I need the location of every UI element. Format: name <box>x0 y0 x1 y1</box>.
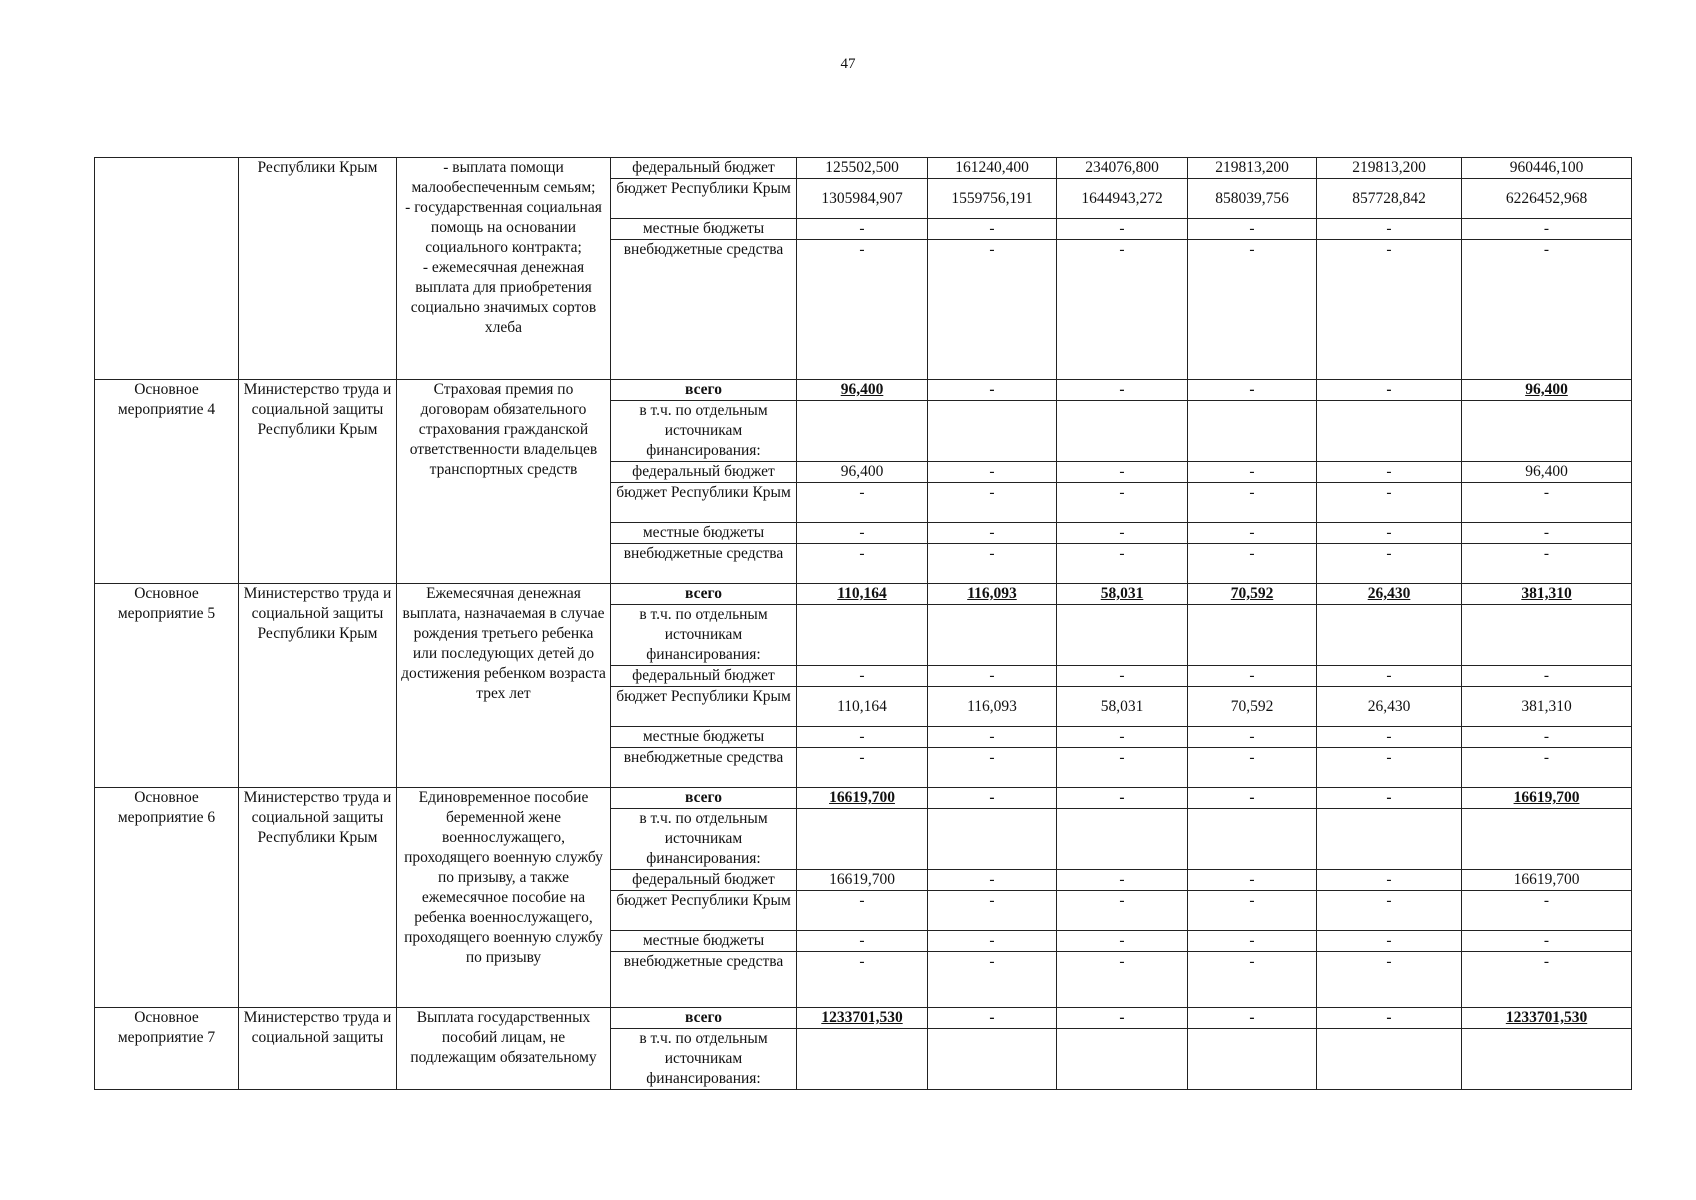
source-label: внебюджетные средства <box>611 240 797 380</box>
value-cell: - <box>797 523 928 544</box>
value-cell: 219813,200 <box>1317 158 1462 179</box>
value-cell: 125502,500 <box>797 158 928 179</box>
value-cell: - <box>797 952 928 1008</box>
value-cell <box>928 401 1057 462</box>
value-cell: - <box>1317 748 1462 788</box>
total-value-cell: 58,031 <box>1057 584 1188 605</box>
financing-table <box>94 157 1632 1090</box>
responsible-cell: Министерство труда и социальной защиты Республики Крым <box>239 380 397 584</box>
source-label: местные бюджеты <box>611 523 797 544</box>
value-cell: - <box>1462 891 1632 931</box>
source-label: внебюджетные средства <box>611 544 797 584</box>
responsible-cell: Министерство труда и социальной защиты <box>239 1008 397 1090</box>
value-cell: - <box>1188 523 1317 544</box>
value-cell: - <box>1188 952 1317 1008</box>
value-cell: - <box>797 240 928 380</box>
value-cell <box>1057 401 1188 462</box>
value-cell <box>1188 401 1317 462</box>
total-value-cell: 116,093 <box>928 584 1057 605</box>
value-cell: - <box>797 219 928 240</box>
value-cell: - <box>1317 931 1462 952</box>
value-cell: - <box>1057 523 1188 544</box>
source-incl-label: в т.ч. по отдельным источникам финансирования: <box>611 605 797 666</box>
total-value-cell: 110,164 <box>797 584 928 605</box>
value-cell: - <box>1462 931 1632 952</box>
source-label: бюджет Республики Крым <box>611 891 797 931</box>
value-cell: - <box>1057 891 1188 931</box>
source-label: местные бюджеты <box>611 727 797 748</box>
total-value-cell: 16619,700 <box>797 788 928 809</box>
value-cell: 16619,700 <box>797 870 928 891</box>
total-value-cell: - <box>1057 380 1188 401</box>
value-cell: - <box>1188 748 1317 788</box>
value-cell: 6226452,968 <box>1462 179 1632 219</box>
value-cell <box>928 1029 1057 1090</box>
value-cell: 70,592 <box>1188 687 1317 727</box>
total-value-cell: 26,430 <box>1317 584 1462 605</box>
value-cell: - <box>797 931 928 952</box>
total-value-cell: - <box>1057 788 1188 809</box>
value-cell: - <box>1057 462 1188 483</box>
value-cell: - <box>1057 240 1188 380</box>
value-cell: - <box>1057 727 1188 748</box>
value-cell <box>1462 1029 1632 1090</box>
responsible-cell: Министерство труда и социальной защиты Республики Крым <box>239 584 397 788</box>
value-cell: 381,310 <box>1462 687 1632 727</box>
value-cell: 219813,200 <box>1188 158 1317 179</box>
value-cell: - <box>797 891 928 931</box>
value-cell: - <box>1317 870 1462 891</box>
value-cell: 858039,756 <box>1188 179 1317 219</box>
value-cell: - <box>1317 219 1462 240</box>
value-cell <box>1317 401 1462 462</box>
total-value-cell: - <box>928 1008 1057 1029</box>
event-label-cell: Основное мероприятие 4 <box>95 380 239 584</box>
value-cell: - <box>797 666 928 687</box>
value-cell: - <box>797 727 928 748</box>
source-incl-label: в т.ч. по отдельным источникам финансирования: <box>611 809 797 870</box>
total-value-cell: - <box>928 380 1057 401</box>
source-label: местные бюджеты <box>611 931 797 952</box>
event-label-cell: Основное мероприятие 6 <box>95 788 239 1008</box>
value-cell <box>797 1029 928 1090</box>
value-cell: - <box>1317 952 1462 1008</box>
value-cell <box>1462 809 1632 870</box>
value-cell: - <box>1057 544 1188 584</box>
value-cell: - <box>1462 523 1632 544</box>
value-cell: - <box>928 523 1057 544</box>
value-cell: - <box>928 544 1057 584</box>
value-cell: - <box>1317 666 1462 687</box>
page-number: 47 <box>840 56 856 72</box>
source-label: бюджет Республики Крым <box>611 687 797 727</box>
value-cell: - <box>1057 870 1188 891</box>
value-cell <box>1317 605 1462 666</box>
value-cell: - <box>1317 544 1462 584</box>
value-cell: - <box>1317 462 1462 483</box>
value-cell <box>1317 809 1462 870</box>
value-cell: - <box>928 748 1057 788</box>
source-incl-label: в т.ч. по отдельным источникам финансирования: <box>611 1029 797 1090</box>
value-cell <box>1057 605 1188 666</box>
total-value-cell: - <box>1317 788 1462 809</box>
total-value-cell: 381,310 <box>1462 584 1632 605</box>
value-cell: - <box>1462 544 1632 584</box>
value-cell: 234076,800 <box>1057 158 1188 179</box>
value-cell: - <box>928 870 1057 891</box>
total-value-cell: - <box>1317 1008 1462 1029</box>
value-cell: - <box>1462 666 1632 687</box>
value-cell: - <box>1188 727 1317 748</box>
total-value-cell: - <box>1188 380 1317 401</box>
event-description: Выплата государственных пособий лицам, не подлежащим обязательному <box>397 1008 611 1090</box>
source-label: федеральный бюджет <box>611 870 797 891</box>
responsible-cell: Республики Крым <box>239 158 397 380</box>
value-cell: - <box>1188 931 1317 952</box>
source-total-label: всего <box>611 788 797 809</box>
value-cell: - <box>1057 483 1188 523</box>
value-cell <box>1188 1029 1317 1090</box>
value-cell: 58,031 <box>1057 687 1188 727</box>
value-cell <box>1462 401 1632 462</box>
value-cell <box>928 809 1057 870</box>
value-cell: - <box>928 666 1057 687</box>
value-cell: - <box>1188 544 1317 584</box>
value-cell <box>1462 605 1632 666</box>
total-value-cell: 1233701,530 <box>797 1008 928 1029</box>
total-value-cell: - <box>1188 1008 1317 1029</box>
value-cell <box>1188 605 1317 666</box>
responsible-cell: Министерство труда и социальной защиты Республики Крым <box>239 788 397 1008</box>
value-cell: 161240,400 <box>928 158 1057 179</box>
value-cell: - <box>797 483 928 523</box>
total-value-cell: 96,400 <box>797 380 928 401</box>
value-cell: 1644943,272 <box>1057 179 1188 219</box>
source-total-label: всего <box>611 1008 797 1029</box>
value-cell: 96,400 <box>1462 462 1632 483</box>
value-cell: - <box>1057 931 1188 952</box>
value-cell: - <box>1317 727 1462 748</box>
value-cell: - <box>1462 748 1632 788</box>
total-value-cell: 16619,700 <box>1462 788 1632 809</box>
source-label: федеральный бюджет <box>611 666 797 687</box>
source-incl-label: в т.ч. по отдельным источникам финансирования: <box>611 401 797 462</box>
total-value-cell: 96,400 <box>1462 380 1632 401</box>
total-value-cell: 70,592 <box>1188 584 1317 605</box>
value-cell: - <box>928 952 1057 1008</box>
value-cell: - <box>928 483 1057 523</box>
value-cell: - <box>1057 666 1188 687</box>
source-label: бюджет Республики Крым <box>611 483 797 523</box>
value-cell: - <box>1462 219 1632 240</box>
value-cell: - <box>1462 727 1632 748</box>
source-label: внебюджетные средства <box>611 952 797 1008</box>
value-cell: - <box>797 748 928 788</box>
value-cell: - <box>1462 952 1632 1008</box>
value-cell <box>797 605 928 666</box>
value-cell: - <box>1057 219 1188 240</box>
value-cell: 16619,700 <box>1462 870 1632 891</box>
value-cell: - <box>1188 462 1317 483</box>
event-description: Страховая премия по договорам обязательного страхования гражданской ответственности владельцев транспортных средств <box>397 380 611 584</box>
source-label: федеральный бюджет <box>611 462 797 483</box>
event-label-cell: Основное мероприятие 7 <box>95 1008 239 1090</box>
value-cell: - <box>1057 748 1188 788</box>
event-description: Ежемесячная денежная выплата, назначаемая в случае рождения третьего ребенка или последующих детей до достижения ребенком возраста трех лет <box>397 584 611 788</box>
event-description: Единовременное пособие беременной жене военнослужащего, проходящего военную службу по призыву, а также ежемесячное пособие на ребенка военнослужащего, проходящего военную службу по призыву <box>397 788 611 1008</box>
value-cell: - <box>1057 952 1188 1008</box>
value-cell: 1305984,907 <box>797 179 928 219</box>
source-label: местные бюджеты <box>611 219 797 240</box>
value-cell: - <box>1462 483 1632 523</box>
value-cell <box>1317 1029 1462 1090</box>
value-cell <box>797 809 928 870</box>
source-label: бюджет Республики Крым <box>611 179 797 219</box>
source-total-label: всего <box>611 380 797 401</box>
value-cell: - <box>928 462 1057 483</box>
source-label: федеральный бюджет <box>611 158 797 179</box>
source-label: внебюджетные средства <box>611 748 797 788</box>
value-cell: 110,164 <box>797 687 928 727</box>
value-cell: 857728,842 <box>1317 179 1462 219</box>
value-cell: - <box>1188 870 1317 891</box>
value-cell: - <box>1317 891 1462 931</box>
value-cell <box>1188 809 1317 870</box>
value-cell: - <box>928 240 1057 380</box>
total-value-cell: - <box>928 788 1057 809</box>
value-cell: - <box>928 727 1057 748</box>
value-cell: 96,400 <box>797 462 928 483</box>
value-cell: - <box>1317 523 1462 544</box>
value-cell <box>928 605 1057 666</box>
value-cell: - <box>1188 483 1317 523</box>
value-cell: 116,093 <box>928 687 1057 727</box>
value-cell: - <box>928 891 1057 931</box>
value-cell: 26,430 <box>1317 687 1462 727</box>
total-value-cell: - <box>1057 1008 1188 1029</box>
value-cell: - <box>797 544 928 584</box>
value-cell: 1559756,191 <box>928 179 1057 219</box>
total-value-cell: - <box>1188 788 1317 809</box>
value-cell: - <box>1462 240 1632 380</box>
total-value-cell: 1233701,530 <box>1462 1008 1632 1029</box>
source-total-label: всего <box>611 584 797 605</box>
event-label-cell: Основное мероприятие 5 <box>95 584 239 788</box>
measure-description: - выплата помощи малообеспеченным семьям; - государственная социальная помощь на основании социального контракта; - ежемесячная денежная выплата для приобретения социально значимых сортов хлеба <box>397 158 611 380</box>
value-cell: - <box>928 219 1057 240</box>
value-cell: - <box>1317 240 1462 380</box>
value-cell <box>1057 809 1188 870</box>
value-cell <box>797 401 928 462</box>
value-cell: 960446,100 <box>1462 158 1632 179</box>
value-cell: - <box>928 931 1057 952</box>
value-cell: - <box>1188 891 1317 931</box>
value-cell: - <box>1188 240 1317 380</box>
value-cell: - <box>1188 219 1317 240</box>
value-cell: - <box>1317 483 1462 523</box>
total-value-cell: - <box>1317 380 1462 401</box>
value-cell: - <box>1188 666 1317 687</box>
value-cell <box>1057 1029 1188 1090</box>
event-label-cell <box>95 158 239 380</box>
